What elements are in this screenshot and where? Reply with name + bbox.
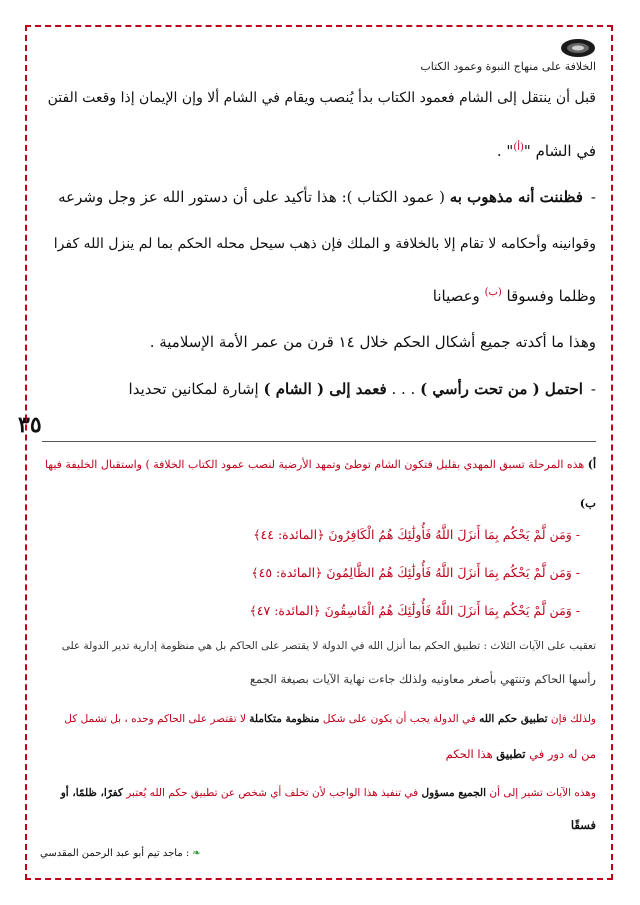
verse-45: - وَمَن لَّمْ يَحْكُم بِمَا أَنزَلَ اللَّهُ فَأُولَٰئِكَ هُمُ الظَّالِمُونَ ﴿المائدة: ٤٥﴾ [251, 565, 580, 580]
footnote-divider [42, 441, 596, 442]
body-line-1: قبل أن ينتقل إلى الشام فعمود الكتاب بدأ يُنصب ويقام في الشام ألا وإن الإيمان إذا وقعت الفتن [47, 90, 596, 106]
body-line-7: -احتمل ( من تحت رأسي ) . . . فعمد إلى ( الشام ) إشارة لمكانين تحديدا [128, 380, 596, 398]
footnote-para2-line-2: من له دور في تطبيق هذا الحكم [445, 747, 596, 761]
author-credit: ❧: ماجد تيم أبو عبد الرحمن المقدسي [40, 848, 201, 859]
leaf-icon: ❧ [192, 848, 201, 859]
footnote-ref-a[interactable]: (أ) [513, 142, 524, 153]
footnote-comment-line-1: تعقيب على الآيات الثلاث : تطبيق الحكم بما أنزل الله في الدولة لا يقتصر على الحاكم بل هي منظومة إدارية تدير الدولة على [61, 640, 596, 652]
running-header: الخلافة على منهاج النبوة وعمود الكتاب [420, 60, 596, 73]
footnote-b-label: ب) [579, 496, 596, 510]
verse-47: - وَمَن لَّمْ يَحْكُم بِمَا أَنزَلَ اللَّهُ فَأُولَٰئِكَ هُمُ الْفَاسِقُونَ ﴿المائدة: ٤٧﴾ [249, 603, 580, 618]
book-logo-icon [560, 38, 596, 58]
body-line-6: وهذا ما أكدته جميع أشكال الحكم خلال ١٤ قرن من عمر الأمة الإسلامية . [149, 333, 596, 351]
footnote-a: أ) هذه المرحلة تسبق المهدي بقليل فتكون الشام توطئ وتمهد الأرضية لنصب عمود الكتاب الخلافة ) واستقبال الخليفة فيها [44, 458, 596, 471]
body-line-3: -فظننت أنه مذهوب به ( عمود الكتاب ): هذا تأكيد على أن دستور الله عز وجل وشرعه [58, 188, 596, 206]
footnote-ref-b[interactable]: (ب) [484, 287, 502, 298]
body-line-4: وقوانينه وأحكامه لا تقام إلا بالخلافة و الملك فإن ذهب سيحل محله الحكم بما لم ينزل الله كفرا [53, 236, 596, 252]
verse-44: - وَمَن لَّمْ يَحْكُم بِمَا أَنزَلَ اللَّهُ فَأُولَٰئِكَ هُمُ الْكَافِرُونَ ﴿المائدة: ٤٤﴾ [253, 527, 580, 542]
body-line-2: في الشام "$^{(أ)}$" . [496, 142, 596, 160]
footnote-para3-line-1: وهذه الآيات تشير إلى أن الجميع مسؤول في تنفيذ هذا الواجب لأن تخلف أي شخص عن تطبيق حكم الله يُعتبر كفرًا، ظلمًا، أو [60, 787, 596, 799]
body-line-5: وظلما وفسوقا $^{(ب)}$ وعصيانا [432, 287, 596, 305]
footnote-para2-line-1: ولذلك فإن تطبيق حكم الله في الدولة يجب أن يكون على شكل منظومة متكاملة لا تقتصر على الحاكم وحده ، بل تشمل كل [64, 713, 596, 725]
page-number: ٣٥ [18, 412, 42, 438]
footnote-para3-line-2: فسقًا [570, 818, 596, 832]
footnote-comment-line-2: رأسها الحاكم وتنتهي بأصغر معاونيه ولذلك جاءت نهاية الآيات بصيغة الجمع [249, 672, 596, 686]
